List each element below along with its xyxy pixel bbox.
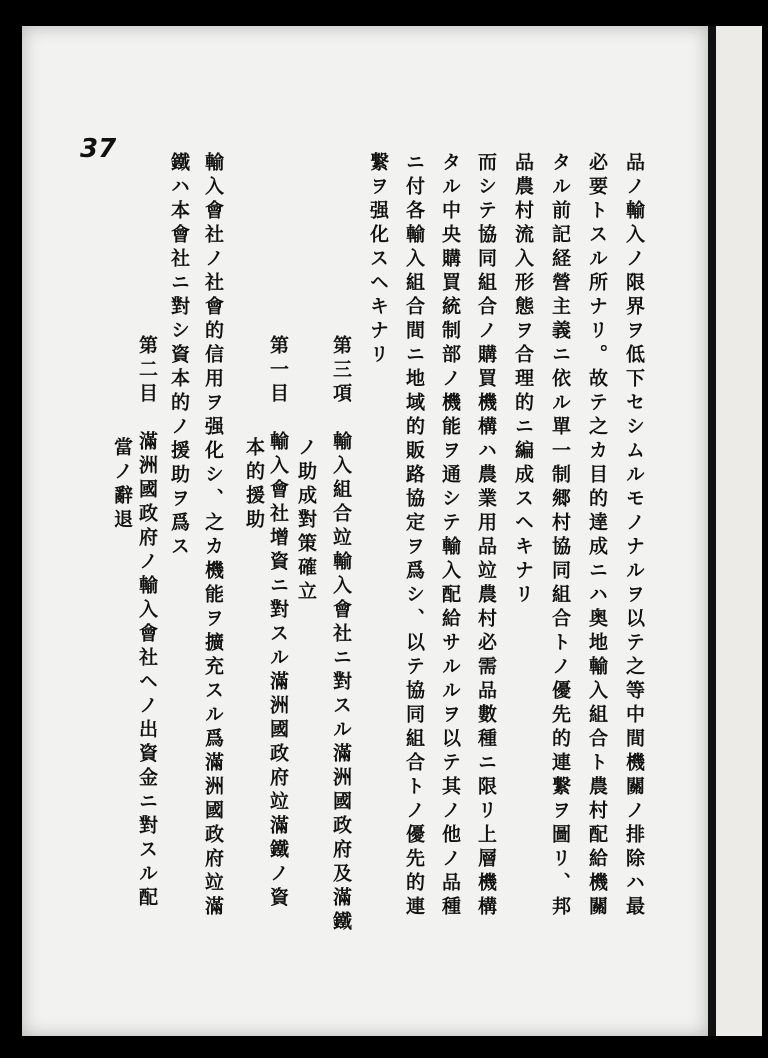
page-edge bbox=[708, 26, 716, 1036]
text-column-1: 品ノ輸入ノ限界ヲ低下セシムルモノナルヲ以テ之等中間機關ノ排除ハ最 bbox=[623, 152, 645, 920]
subsection-heading-2: 第二目 滿洲國政府ノ輸入會社ヘノ出資金ニ對スル配 bbox=[136, 335, 158, 911]
text-column-4: 品農村流入形態ヲ合理的ニ編成スヘキナリ bbox=[512, 152, 534, 608]
text-column-6: タル中央購買統制部ノ機能ヲ通シテ輸入配給サルルヲ以テ其ノ他ノ品種 bbox=[439, 152, 461, 920]
subsection-heading-2-cont: 當ノ辭退 bbox=[111, 437, 133, 533]
text-column-2: 必要トスル所ナリ。故テ之カ目的達成ニハ奥地輸入組合ト農村配給機關 bbox=[586, 152, 608, 920]
text-column-8: 繋ヲ强化スヘキナリ bbox=[367, 152, 389, 368]
text-column-5: 而シテ協同組合ノ購買機構ハ農業用品竝農村必需品數種ニ限リ上層機構 bbox=[475, 152, 497, 920]
text-column-3: タル前記経營主義ニ依ル單一制郷村協同組合トノ優先的連繋ヲ圖リ、邦 bbox=[549, 152, 571, 920]
margin-strip bbox=[716, 26, 762, 1036]
text-column-9: 輸入會社ノ社會的信用ヲ强化シ、之カ機能ヲ擴充スル爲滿洲國政府竝滿 bbox=[202, 152, 224, 920]
text-column-10: 鐵ハ本會社ニ對シ資本的ノ援助ヲ爲ス bbox=[168, 152, 190, 560]
section-heading-3: 第三項 輸入組合竝輸入會社ニ對スル滿洲國政府及滿鐵 bbox=[330, 335, 352, 935]
section-heading-3-cont: ノ助成對策確立 bbox=[295, 437, 317, 605]
text-column-7: ニ付各輸入組合間ニ地域的販路協定ヲ爲シ、以テ協同組合トノ優先的連 bbox=[403, 152, 425, 920]
subsection-heading-1: 第一目 輸入會社增資ニ對スル滿洲國政府竝滿鐵ノ資 bbox=[267, 335, 289, 911]
page-number: 37 bbox=[80, 134, 117, 164]
subsection-heading-1-cont: 本的援助 bbox=[243, 437, 265, 533]
